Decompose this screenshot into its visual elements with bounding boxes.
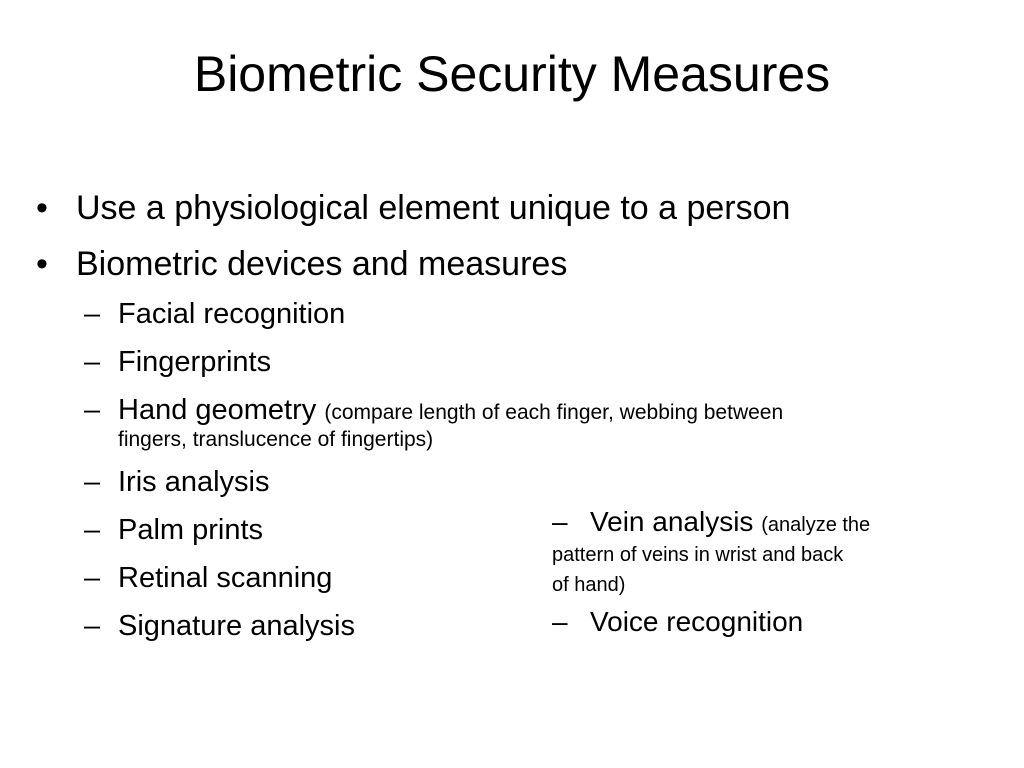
bullet-physiological-element xyxy=(36,182,956,234)
sub-item-text: Fingerprints xyxy=(118,346,272,378)
dash-marker: – xyxy=(552,606,568,637)
dash-marker: – xyxy=(552,506,568,537)
sub-item-text: Vein analysis xyxy=(590,506,754,537)
sub-item-text: Signature analysis xyxy=(118,610,355,642)
sub-item-text: Facial recognition xyxy=(118,298,346,330)
dash-marker: – xyxy=(84,466,101,498)
bullet-text: Biometric devices and measures xyxy=(76,245,568,283)
dash-marker: – xyxy=(84,562,101,594)
sub-item-note-continued: pattern of veins in wrist and back xyxy=(552,544,844,566)
main-bullet-list xyxy=(36,182,956,294)
sub-item-iris-analysis xyxy=(84,461,944,503)
sub-item-text: Iris analysis xyxy=(118,466,270,498)
sub-item-facial-recognition xyxy=(84,293,944,335)
dash-marker: – xyxy=(84,610,101,642)
sub-item-note-continued: fingers, translucence of fingertips) xyxy=(118,428,434,451)
sub-item-note-continued: of hand) xyxy=(552,574,626,596)
dash-marker: – xyxy=(84,298,101,330)
sub-item-text: Palm prints xyxy=(118,514,264,546)
sub-item-text: Retinal scanning xyxy=(118,562,333,594)
sub-item-vein-analysis xyxy=(552,504,972,600)
dash-marker: – xyxy=(84,346,101,378)
sub-item-note: (analyze the xyxy=(761,514,871,536)
sub-item-text: Voice recognition xyxy=(590,606,804,637)
bullet-biometric-devices xyxy=(36,238,956,290)
sub-item-text: Hand geometry xyxy=(118,394,317,426)
bullet-text: Use a physiological element unique to a person xyxy=(76,189,791,227)
sub-item-voice-recognition xyxy=(552,604,972,640)
sub-item-hand-geometry xyxy=(84,389,944,455)
sub-item-note: (compare length of each finger, webbing between xyxy=(324,401,784,424)
slide-title: Biometric Security Measures xyxy=(193,46,831,102)
bullet-marker: • xyxy=(36,189,48,227)
dash-marker: – xyxy=(84,394,101,426)
dash-marker: – xyxy=(84,514,101,546)
bullet-marker: • xyxy=(36,245,48,283)
additional-measures-textbox xyxy=(552,504,972,644)
sub-item-fingerprints xyxy=(84,341,944,383)
